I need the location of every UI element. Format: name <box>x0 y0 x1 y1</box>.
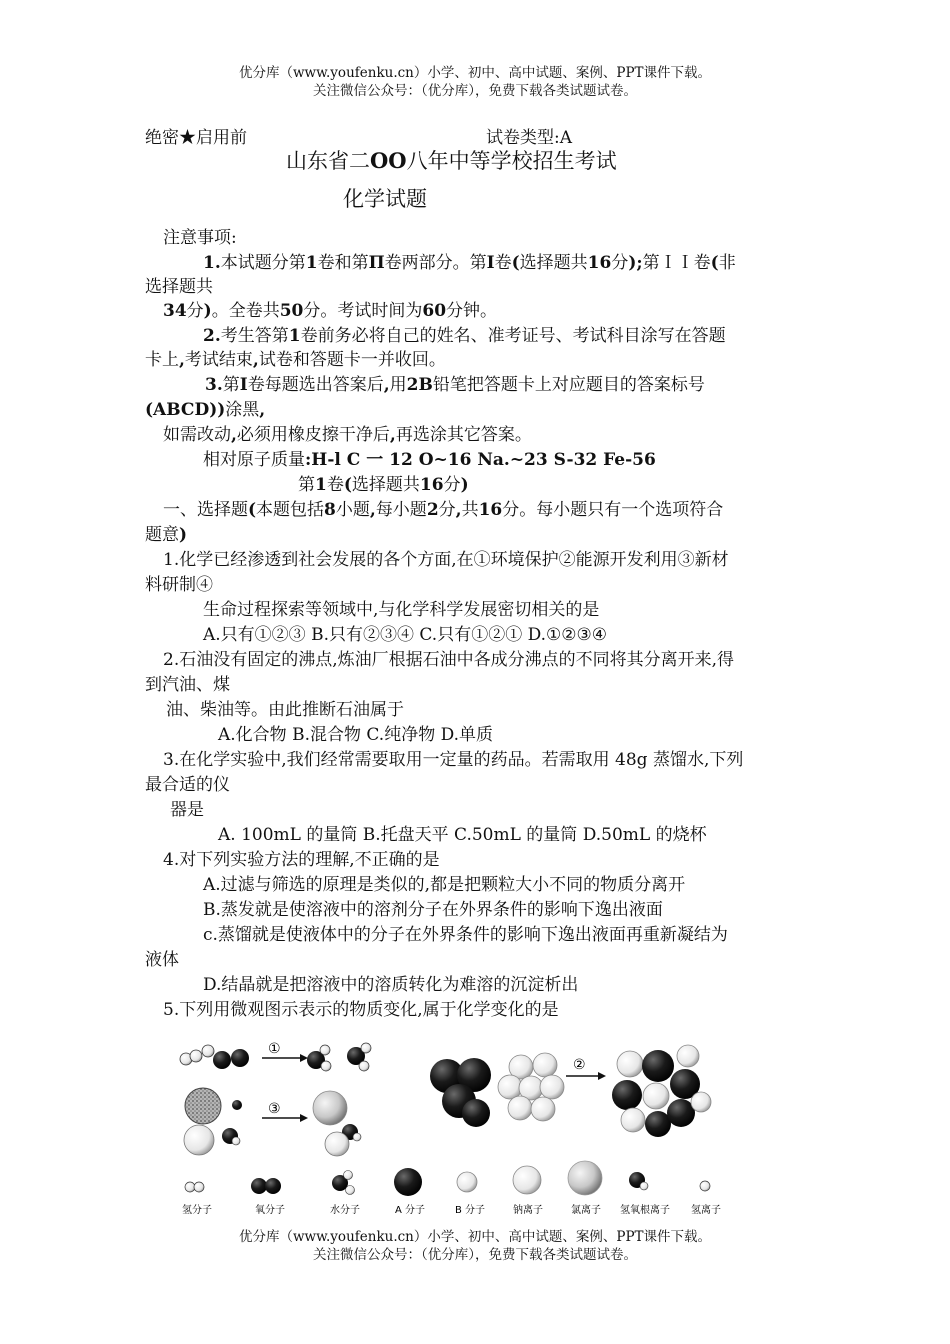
paper-type: 试卷类型:A <box>486 128 573 148</box>
note-3-line-1 <box>205 374 705 396</box>
n3-c: 卷每题选出答案后 <box>247 375 384 395</box>
n1-g: 卷 <box>494 253 512 273</box>
n1-l3-d: 。全卷共 <box>211 301 280 321</box>
n3-l3-b: , <box>231 425 237 445</box>
n1-k: 分 <box>611 253 629 273</box>
reaction-3 <box>184 1088 361 1156</box>
n2-c: 卷前务必将自己的姓名、准考证号、考试科目涂写在答题 <box>300 326 726 346</box>
legend-b-symbol <box>457 1172 477 1192</box>
legend-h-ion-symbol <box>700 1181 710 1191</box>
s1-c: 卷 <box>326 475 344 495</box>
s1-b: 1 <box>315 475 327 495</box>
title-post: 八年中等学校招生考试 <box>406 149 617 173</box>
footer-line-1: 优分库（www.youfenku.cn）小学、初中、高中试题、案例、PPT课件下载。 <box>238 1229 712 1245</box>
n1-c: 卷和第 <box>317 253 369 273</box>
legend-label: 氧分子 <box>255 1205 285 1216</box>
intro-b: ( <box>248 500 257 520</box>
q4-line-1: 4.对下列实验方法的理解,不正确的是 <box>163 850 440 870</box>
intro-l: 16 <box>478 500 503 520</box>
n3-f: 2B <box>406 375 433 395</box>
q3-line-1: 3.在化学实验中,我们经常需要取用一定量的药品。若需取用 48g 蒸馏水,下列 <box>163 750 744 770</box>
n1-l3-e: 50 <box>279 301 304 321</box>
legend-label: 水分子 <box>330 1205 360 1216</box>
n1-l3-b: 分 <box>186 301 204 321</box>
q3-options: A. 100mL 的量筒 B.托盘天平 C.50mL 的量筒 D.50mL 的烧杯 <box>218 825 707 845</box>
legend-a-symbol <box>394 1168 422 1196</box>
note-1-line-2: 选择题共 <box>145 277 213 297</box>
legend-symbols <box>185 1161 710 1196</box>
mass-label: 相对原子质量 <box>203 450 305 470</box>
n1-l3-a: 34 <box>163 301 187 321</box>
n1-b: 1 <box>305 253 318 273</box>
o2-atom <box>231 1049 249 1067</box>
q3-line-2: 最合适的仪 <box>145 775 230 795</box>
n3-l2-c: , <box>259 400 266 420</box>
exam-title <box>286 147 617 175</box>
legend-label: 氯离子 <box>571 1205 601 1216</box>
arrow-3-label: ③ <box>268 1101 281 1117</box>
legend-label: B 分子 <box>455 1205 486 1216</box>
page-header <box>0 64 950 100</box>
n3-l2-a: (ABCD)) <box>145 400 226 420</box>
n1-d: Π <box>368 253 385 273</box>
legend-label: 氢氧根离子 <box>620 1205 670 1216</box>
n3-l3-c: 必须用橡皮擦干净后 <box>236 425 390 445</box>
q2-line-2: 到汽油、煤 <box>145 675 230 695</box>
n1-num: 1. <box>203 253 221 273</box>
q1-line-1: 1.化学已经渗透到社会发展的各个方面,在①环境保护②能源开发利用③新材 <box>163 550 729 570</box>
title-pre: 山东省二 <box>286 149 370 173</box>
legend-h2-symbol <box>185 1182 195 1192</box>
intro-e: 小题 <box>335 500 370 520</box>
legend-na-symbol <box>513 1166 541 1194</box>
intro-l2-a: 题意 <box>145 525 179 545</box>
h2-atom <box>180 1053 192 1065</box>
legend-label: 氢分子 <box>182 1205 212 1216</box>
q4-option-b: B.蒸发就是使溶液中的溶剂分子在外界条件的影响下逸出液面 <box>203 900 663 920</box>
note-2-line-1 <box>203 325 726 347</box>
q1-line-3: 生命过程探索等领域中,与化学科学发展密切相关的是 <box>203 600 600 620</box>
n1-l3-f: 分。考试时间为 <box>303 301 423 321</box>
section-1-heading <box>298 474 469 496</box>
q5-line-1: 5.下列用微观图示表示的物质变化,属于化学变化的是 <box>163 1000 559 1020</box>
legend-o2-symbol <box>251 1178 267 1194</box>
q2-options: A.化合物 B.混合物 C.纯净物 D.单质 <box>218 725 494 745</box>
n1-h: ( <box>511 253 520 273</box>
intro-a: 一、选择题 <box>163 500 248 520</box>
h2-atom <box>202 1045 214 1057</box>
n1-j: 16 <box>587 253 612 273</box>
q4-option-c-line-2: 液体 <box>145 950 179 970</box>
s1-d: ( <box>343 475 352 495</box>
intro-c: 本题包括 <box>256 500 325 520</box>
note-3-line-2 <box>145 399 265 421</box>
n1-i: 选择题共 <box>519 253 588 273</box>
note-1-line-3 <box>163 300 497 322</box>
n3-g: 铅笔把答题卡上对应题目的答案标号 <box>432 375 705 395</box>
header-line-2: 关注微信公众号：（优分库），免费下载各类试题试卷。 <box>313 83 637 99</box>
n2-l2-e: 试卷和答题卡一并收回。 <box>258 350 446 370</box>
o2-atom <box>213 1051 231 1069</box>
s1-a: 第 <box>298 475 315 495</box>
page-footer <box>0 1228 950 1264</box>
legend-label: 钠离子 <box>513 1205 543 1216</box>
s1-g: 分 <box>443 475 461 495</box>
n3-num: 3. <box>205 375 223 395</box>
n1-m: 第ＩＩ卷 <box>642 253 711 273</box>
legend-label: 氢离子 <box>691 1205 721 1216</box>
notes-heading: 注意事项: <box>163 228 237 248</box>
header-line-1: 优分库（www.youfenku.cn）小学、初中、高中试题、案例、PPT课件下载。 <box>238 65 712 81</box>
n1-l3-g: 60 <box>422 301 447 321</box>
intro-d: 8 <box>324 500 336 520</box>
subject-title: 化学试题 <box>343 187 427 211</box>
q2-line-3: 油、柴油等。由此推断石油属于 <box>166 700 404 720</box>
n1-l3-c: ) <box>203 301 212 321</box>
reaction-1 <box>180 1041 371 1071</box>
section-1-intro <box>163 499 723 521</box>
footer-line-2: 关注微信公众号：（优分库），免费下载各类试题试卷。 <box>313 1247 637 1263</box>
h2-atom <box>190 1050 202 1062</box>
atomic-mass-line <box>203 449 656 471</box>
legend-oh-symbol <box>629 1172 645 1188</box>
n1-f: I <box>486 253 495 273</box>
title-oo: OO <box>370 148 407 173</box>
n2-l2-d: , <box>252 350 259 370</box>
q4-option-c-line-1: c.蒸馏就是使液体中的分子在外界条件的影响下逸出液面再重新凝结为 <box>203 925 728 945</box>
s1-e: 选择题共 <box>351 475 420 495</box>
n2-l2-a: 卡上 <box>145 350 179 370</box>
n3-d: , <box>383 375 390 395</box>
intro-i: 分 <box>438 500 456 520</box>
legend-labels <box>182 1203 721 1216</box>
legend-h2o-symbol <box>332 1175 348 1191</box>
q1-line-2: 料研制④ <box>145 575 213 595</box>
arrow-1-label: ① <box>268 1041 281 1057</box>
secret-label: 绝密★启用前 <box>145 128 247 148</box>
q4-option-a: A.过滤与筛选的原理是类似的,都是把颗粒大小不同的物质分离开 <box>203 875 686 895</box>
legend-cl-symbol <box>568 1161 602 1195</box>
arrow-2-label: ② <box>573 1057 586 1073</box>
n3-b: I <box>239 375 248 395</box>
n3-e: 用 <box>389 375 407 395</box>
intro-h: 2 <box>426 500 439 520</box>
legend-label: A 分子 <box>395 1205 426 1216</box>
n2-l2-c: 考试结束 <box>184 350 253 370</box>
section-1-intro-line-2 <box>145 524 187 546</box>
intro-g: 每小题 <box>375 500 427 520</box>
q2-line-1: 2.石油没有固定的沸点,炼油厂根据石油中各成分沸点的不同将其分离开来,得 <box>163 650 735 670</box>
q4-option-d: D.结晶就是把溶液中的溶质转化为难溶的沉淀析出 <box>203 975 579 995</box>
intro-k: 共 <box>461 500 479 520</box>
note-2-line-2 <box>145 349 446 371</box>
n2-b: 1 <box>288 326 301 346</box>
n3-a: 第 <box>222 375 240 395</box>
n1-l: ); <box>628 253 643 273</box>
s1-h: ) <box>460 475 469 495</box>
n1-a: 本试题分第 <box>220 253 306 273</box>
mass-values: :H-l C 一 12 O~16 Na.~23 S-32 Fe-56 <box>305 450 656 470</box>
n1-o: 非 <box>718 253 736 273</box>
intro-m: 分。每小题只有一个选项符合 <box>502 500 724 520</box>
q3-line-3: 器是 <box>170 800 204 820</box>
intro-j: , <box>455 500 462 520</box>
n1-n: ( <box>710 253 719 273</box>
note-3-line-3 <box>163 424 532 446</box>
intro-l2-b: ) <box>179 525 188 545</box>
n2-num: 2. <box>203 326 221 346</box>
n2-l2-b: , <box>179 350 185 370</box>
n1-l3-h: 分钟。 <box>446 301 498 321</box>
n3-l3-a: 如需改动 <box>163 425 231 445</box>
n3-l3-d: , <box>389 425 396 445</box>
q1-options: A.只有①②③ B.只有②③④ C.只有①②① D.①②③④ <box>203 625 607 645</box>
s1-f: 16 <box>419 475 444 495</box>
n2-a: 考生答第 <box>220 326 289 346</box>
note-1-line-1 <box>203 252 736 274</box>
n3-l3-e: 再选涂其它答案。 <box>395 425 532 445</box>
n1-e: 卷两部分。第 <box>384 253 487 273</box>
intro-f: , <box>369 500 376 520</box>
n3-l2-b: 涂黑 <box>225 400 260 420</box>
reaction-2 <box>430 1045 711 1137</box>
